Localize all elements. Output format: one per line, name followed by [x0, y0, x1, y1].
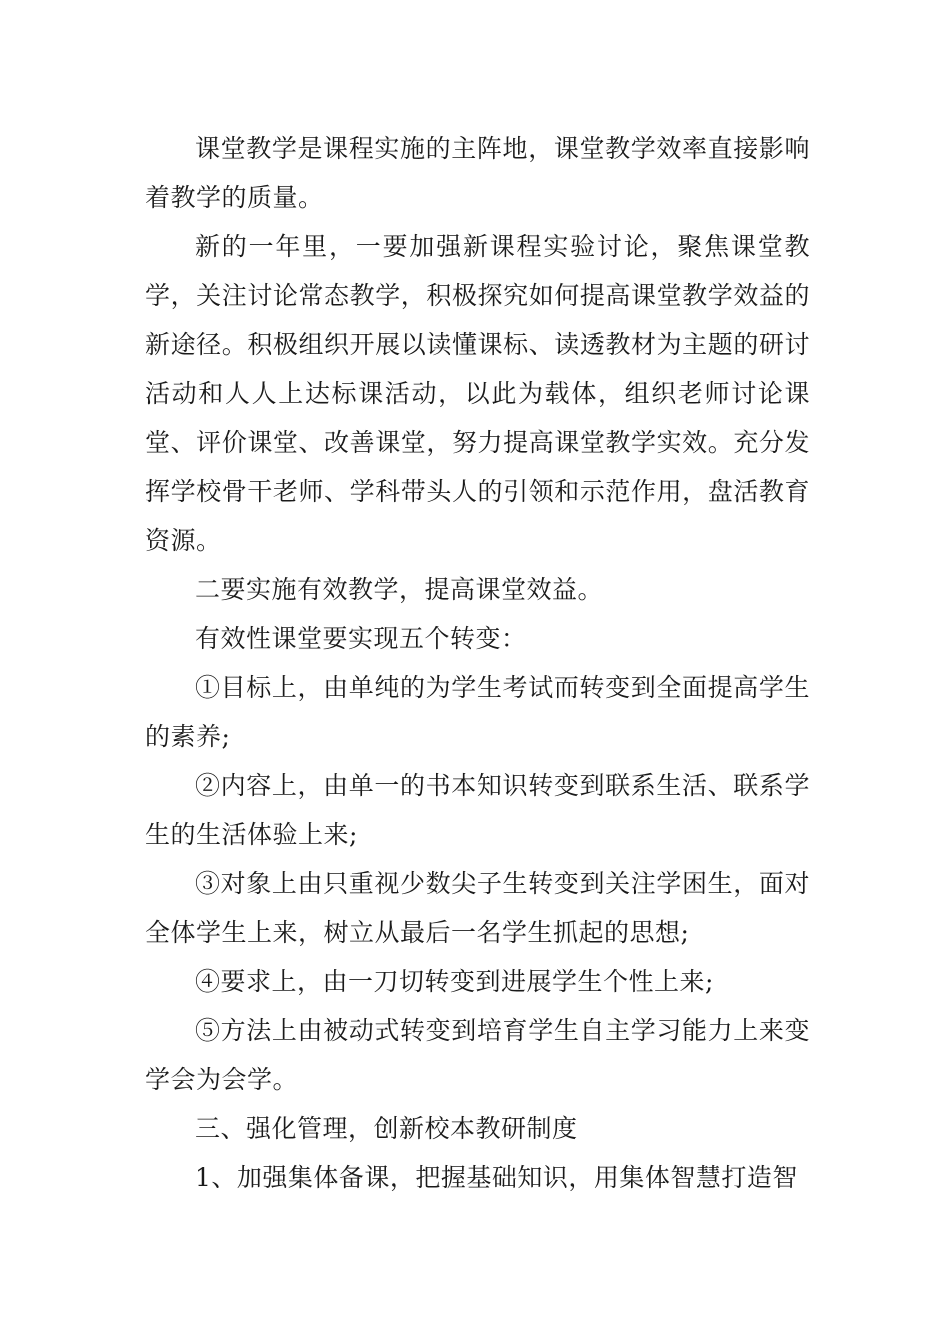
- paragraph-change-2: ②内容上，由单一的书本知识转变到联系生活、联系学生的生活体验上来;: [145, 771, 810, 849]
- document-body: [145, 124, 810, 1202]
- paragraph-collective-lesson-prep: 1、加强集体备课，把握基础知识，用集体智慧打造智: [195, 1163, 798, 1192]
- paragraph-change-3: ③对象上由只重视少数尖子生转变到关注学困生，面对全体学生上来，树立从最后一名学生抓起的思想;: [145, 869, 810, 947]
- paragraph-five-changes-heading: 有效性课堂要实现五个转变：: [195, 624, 527, 653]
- paragraph-intro: 课堂教学是课程实施的主阵地，课堂教学效率直接影响着教学的质量。: [145, 134, 810, 212]
- paragraph-change-1: ①目标上，由单纯的为学生考试而转变到全面提高学生的素养;: [145, 673, 810, 751]
- paragraph-change-5: ⑤方法上由被动式转变到培育学生自主学习能力上来变学会为会学。: [145, 1016, 810, 1094]
- paragraph-new-year-plan: 新的一年里，一要加强新课程实验讨论，聚焦课堂教学，关注讨论常态教学，积极探究如何提高课堂教学效益的新途径。积极组织开展以读懂课标、读透教材为主题的研讨活动和人人上达标课活动，以此为载体，组织老师讨论课堂、评价课堂、改善课堂，努力提高课堂教学实效。充分发挥学校骨干老师、学科带头人的引领和示范作用，盘活教育资源。: [145, 232, 810, 555]
- paragraph-effective-teaching: 二要实施有效教学，提高课堂效益。: [195, 575, 604, 604]
- paragraph-change-4: ④要求上，由一刀切转变到进展学生个性上来;: [195, 967, 714, 996]
- section-heading-three: 三、强化管理，创新校本教研制度: [195, 1114, 578, 1143]
